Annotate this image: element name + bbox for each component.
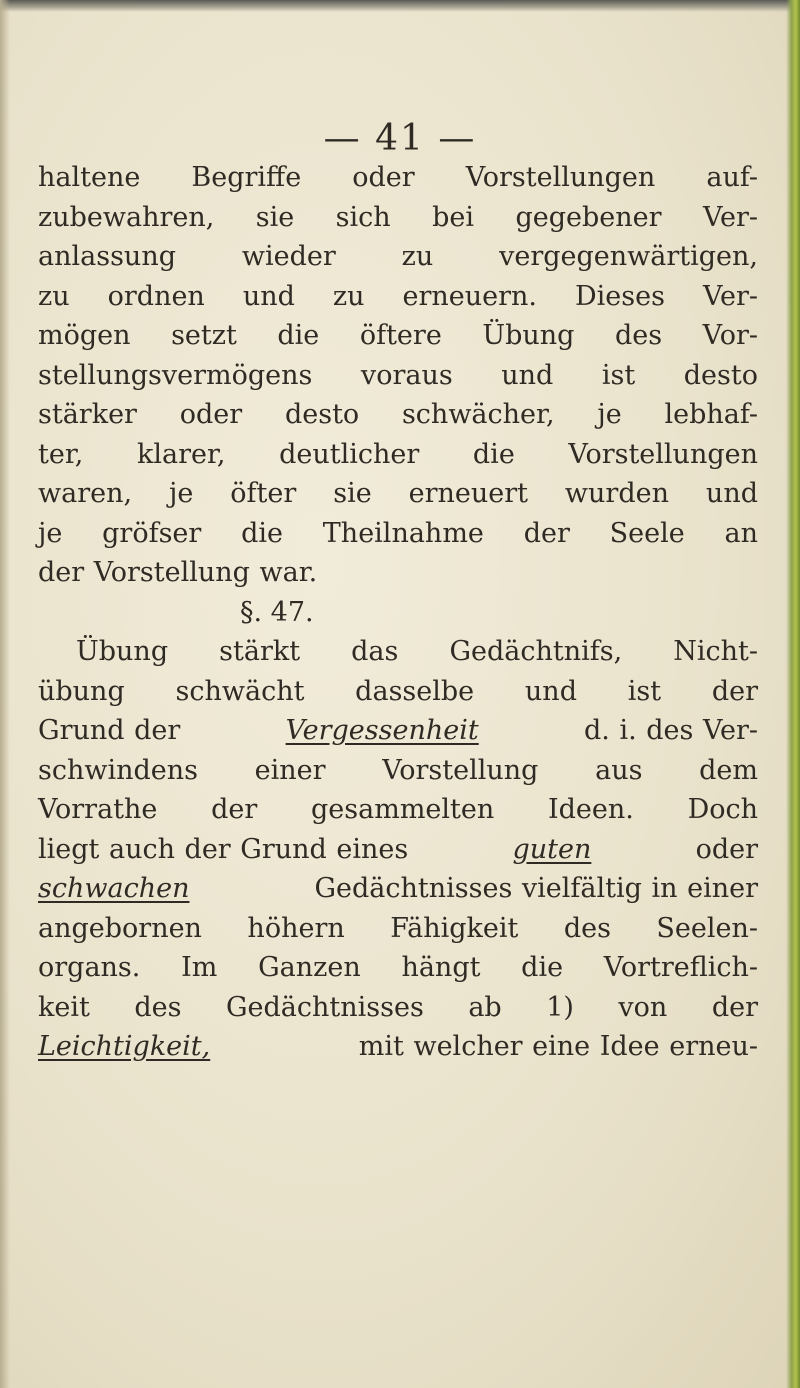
emphasis-text: Vergessenheit [285,715,479,746]
emphasis-text: schwachen [38,873,190,904]
text-line: zu ordnen und zu erneuern. Dieses Ver- [38,280,758,312]
text-line: zubewahren, sie sich bei gegebener Ver- [38,201,758,233]
text-line: waren, je öfter sie erneuert wurden und [38,478,758,509]
text-line: keit des Gedächtnisses ab 1) von der [38,991,758,1023]
page-top-shadow [0,0,800,12]
text-line: schwindens einer Vorstellung aus dem [38,754,758,786]
text-line: organs. Im Ganzen hängt die Vortreflich- [38,952,758,983]
text-line [38,711,758,751]
text-line: Vorrathe der gesammelten Ideen. Doch [38,794,758,825]
text-line: stärker oder desto schwächer, je lebhaf- [38,399,758,430]
text-fragment: liegt auch der Grund eines [38,833,409,865]
text-line: je gröfser die Theilnahme der Seele an [38,517,758,549]
text-fragment: d. i. des Ver- [584,715,758,746]
text-line: stellungsvermögens voraus und ist desto [38,359,758,391]
text-fragment: Grund der [38,715,181,746]
text-fragment: Gedächtnisses vielfältig in einer [314,873,758,904]
text-line: ter, klarer, deutlicher die Vorstellungen [38,438,758,470]
text-line [38,1027,758,1067]
section-heading: §. 47. [240,596,314,628]
text-line: übung schwächt dasselbe und ist der [38,675,758,707]
emphasis-text: guten [512,833,592,865]
text-line: haltene Begriffe oder Vorstellungen auf- [38,162,758,193]
page-number: — 41 — [323,118,477,159]
page-left-shadow [0,0,10,1388]
text-fragment: oder [695,833,758,865]
text-line: anlassung wieder zu vergegenwärtigen, [38,241,758,272]
page-right-edge [786,0,800,1388]
text-line [38,830,758,870]
text-line: Übung stärkt das Gedächtnifs, Nicht- [76,636,758,667]
text-line: mögen setzt die öftere Übung des Vor- [38,320,758,351]
text-fragment: mit welcher eine Idee erneu- [358,1031,758,1062]
text-line: angebornen höhern Fähigkeit des Seelen- [38,912,758,944]
text-line: der Vorstellung war. [38,557,318,588]
body-text [38,158,758,1067]
emphasis-text: Leichtigkeit, [38,1031,211,1062]
text-line [38,869,758,909]
